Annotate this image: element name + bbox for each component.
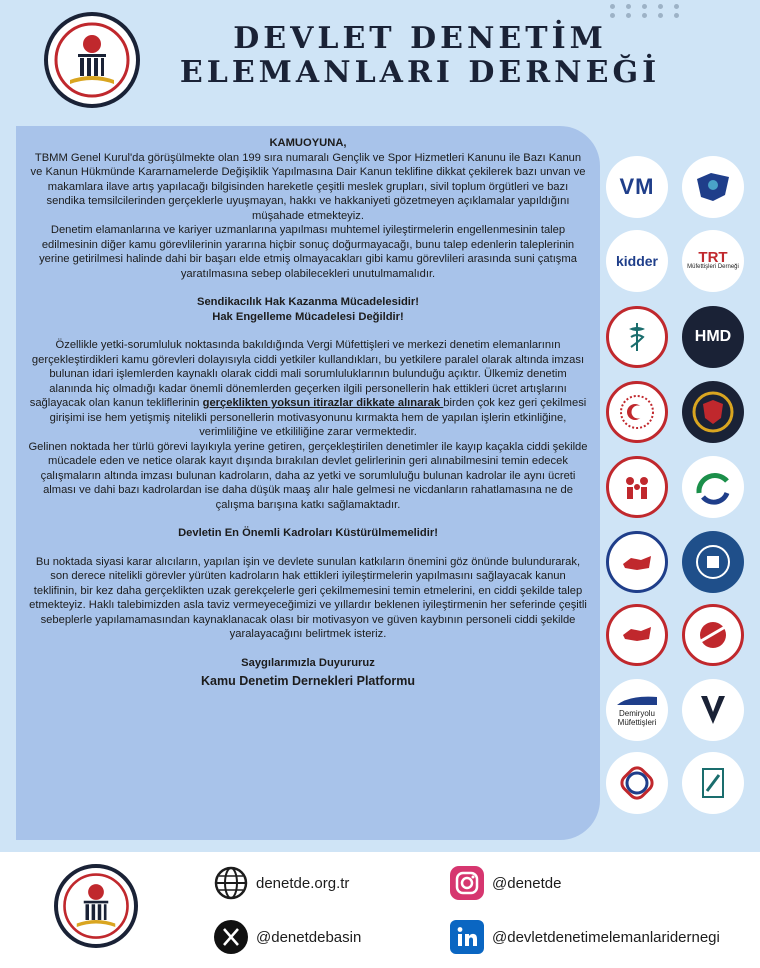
hand-drawing-logo <box>682 752 744 814</box>
paragraph-3 <box>28 338 588 440</box>
instagram-icon <box>450 866 484 900</box>
x-link[interactable] <box>214 920 361 954</box>
closing: Saygılarımızla Duyururuz <box>241 656 375 669</box>
title-line-2: ELEMANLARI DERNEĞİ <box>179 55 661 90</box>
knot-icon <box>614 760 660 806</box>
knot-pattern-logo <box>606 752 668 814</box>
linkedin-handle: @devletdenetimelemanlaridernegi <box>492 928 720 946</box>
logo-emblem-icon <box>52 20 132 100</box>
crescent-seal-logo <box>606 381 668 443</box>
medical-inspectors-logo <box>606 306 668 368</box>
paragraph-4: Gelinen noktada her türlü görevi layıkıyla yerine getiren, gerçekleştirilen denetimler ile kayıp kaçakla ciddi şekilde mücadele eden ve netice olarak kayıt dışında bırakılan devlet gelirlerinin geri alınabilmesini temin edecek çalışmaların altında imzası bulunan kadroların, daha az yetki ve sorumluluğu bulunan kadrolar ile aynı ücreti alması ve dahi bazı kadrolardan ise daha düşük maaş alır hale gelmesi ne vicdanların rahatlamasına ne de çalışma barışına katkı sağlamaktadır. <box>28 440 588 511</box>
decorative-dot-grid <box>610 4 690 18</box>
signature: Kamu Denetim Dernekleri Platformu <box>201 674 415 688</box>
blue-seal-logo <box>682 531 744 593</box>
kidder-logo <box>606 230 668 292</box>
globe-icon <box>214 866 248 900</box>
railway-inspectors-logo <box>606 679 668 741</box>
instagram-link[interactable] <box>450 866 561 900</box>
map-emblem-icon <box>617 615 657 655</box>
shield-icon <box>691 390 735 434</box>
heading-1b: Hak Engelleme Mücadelesi Değildir! <box>212 310 404 323</box>
map-emblem-icon <box>617 542 657 582</box>
paragraph-5: Bu noktada siyasi karar alıcıların, yapılan işin ve devlete sunulan katkıların önemini göz önünde bulundurarak, son derece nitelikli görevler yürüten kadroların hak ettikleri iyileştirmelerin yapılmasını sağlayacak kanun teklifinin, bir kez daha gerçeklikten uzak gerekçelerle geri çekilmemesini temin etmelerini, en ciddi şekilde talep etmekteyiz. Haklı talebimizden asla taviz vermeyeceğimizi ve yıllardır beklenen iyileştirmenin her seferinde çeşitli sebeplerle yapılamamasından kaynaklanacak olası bir motivasyon ve güven kaybının personeli ciddi şekilde yaralayacağını belirtmek isteriz. <box>29 555 587 640</box>
logo-emblem-icon <box>61 871 131 941</box>
website-link[interactable] <box>214 866 349 900</box>
greeting: KAMUOYUNA, <box>269 137 347 149</box>
trt-inspectors-logo <box>682 230 744 292</box>
green-arc-logo <box>682 456 744 518</box>
kontder-logo <box>606 604 668 666</box>
footer <box>0 852 760 968</box>
association-logo <box>44 12 140 108</box>
paragraph-3-end: birden çok kez geri çekilmesi girişimi ise hem yetişmiş nitelikli personellerin motivasyonunu kırmakta hem de yapılan işlerin etkinliğine, verimliliğine ve etkililiğine zarar vermektedir. <box>49 397 587 438</box>
x-icon <box>214 920 248 954</box>
trt-logo-subtitle: Müfettişleri Derneği <box>687 263 739 270</box>
title-line-1: DEVLET DENETİM <box>233 21 607 56</box>
hmd-logo <box>682 306 744 368</box>
hmd-logo-text: HMD <box>694 328 732 345</box>
paragraph-3-start: Özellikle yetki-sorumluluk noktasında bakıldığında Vergi Müfettişleri ve merkezi denetim elemanlarının gerçekleştirdikleri kamu görevleri dolayısıyla ciddi yetkiler kullandıkları, bu yetkilere paralel olarak altında imzası bulunan idari işlemlerden kaynaklı olarak ciddi mali sorumluluklarının bulunduğu açıktır. Ülkemiz denetim alanında hiç olmadığı kadar önemli dönemlerden geçerken ilgili personellerin hak ettikleri ücret artışlarını sağlayacak olan kanun tekliflerinin <box>29 339 585 409</box>
v-logo <box>682 679 744 741</box>
pen-icon <box>693 763 733 803</box>
controllers-association-logo <box>606 531 668 593</box>
paragraph-1: TBMM Genel Kurul'da görüşülmekte olan 199 sıra numaralı Gençlik ve Spor Hizmetleri Kanunu ile Bazı Kanun ve Kanun Hükmünde Kararnamelerde Değişiklik Yapılmasına Dair Kanun teklifine dikkat çekilerek bazı unvan ve makamlara ilave artış yapılacağı bilgisinden hareketle çeşitli meslek grupları, sivil toplum örgütleri ve bazı sendika temsilcilerinden gerçeklerle uyuşmayan, hakkı ve hakkaniyeti gözetmeyen açıklamalar yapıldığını müşahade etmekteyiz. <box>30 151 586 222</box>
emblem-icon <box>691 540 735 584</box>
arc-icon <box>689 463 737 511</box>
trt-logo-text: TRT <box>698 248 728 266</box>
map-figure-icon <box>691 165 735 209</box>
plane-icon <box>693 615 733 655</box>
crescent-star-icon <box>617 392 657 432</box>
press-release-panel <box>16 126 600 840</box>
quality-controllers-logo <box>682 604 744 666</box>
linkedin-link[interactable] <box>450 920 720 954</box>
paragraph-2: Denetim elamanlarına ve kariyer uzmanlarına yapılması muhtemel iyileştirmelerin engellenmesinin talep edilmesinin diğer kamu görevlilerinin yararına hiçbir sonuç doğurmayacağı, bunu talep edenlerin taleplerinin yerine getirilmesi halinde dahi bir başarı elde etmiş olmayacakları gibi kamu görevlileri arasında suni çatışma yaratılmasına sebep olabilecekleri unutulmamalıdır. <box>39 224 577 280</box>
paragraph-3-emphasis: gerçeklikten yoksun itirazlar dikkate alınarak <box>202 397 444 409</box>
x-handle: @denetdebasin <box>256 928 362 946</box>
railway-logo-line-2: Müfettişleri <box>617 718 657 727</box>
people-icon <box>617 467 657 507</box>
caduceus-icon <box>617 317 657 357</box>
vm-logo-text: VM <box>619 174 655 199</box>
gold-seal-logo <box>682 381 744 443</box>
map-inspectors-logo <box>682 156 744 218</box>
footer-association-logo <box>54 864 138 948</box>
page-title <box>160 22 680 90</box>
train-icon <box>615 693 659 709</box>
heading-2: Devletin En Önemli Kadroları Küstürülmemelidir! <box>178 527 438 539</box>
v-mark-icon <box>693 690 733 730</box>
railway-logo-line-1: Demiryolu <box>618 709 655 718</box>
instagram-handle: @denetde <box>492 874 562 892</box>
kidder-logo-text: kidder <box>615 253 658 269</box>
family-association-logo <box>606 456 668 518</box>
website-text: denetde.org.tr <box>256 874 350 892</box>
linkedin-icon <box>450 920 484 954</box>
heading-1a: Sendikacılık Hak Kazanma Mücadelesidir! <box>197 296 419 308</box>
vm-association-logo <box>606 156 668 218</box>
